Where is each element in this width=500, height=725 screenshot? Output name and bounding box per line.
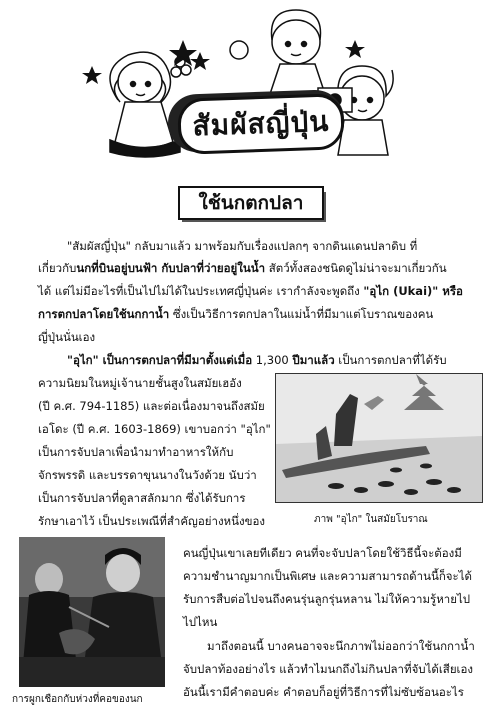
- ukai-painting-image: [275, 373, 483, 503]
- paragraph-line: ไปไหน: [183, 615, 218, 629]
- painting-illustration: [276, 374, 482, 502]
- paragraph-line: ความนิยมในหมู่เจ้านายชั้นสูงในสมัยเฮอัง: [38, 376, 242, 390]
- paragraph-line: คนญี่ปุ่นเขาเลยทีเดียว คนที่จะจับปลาโดยใช้วิธีนี้จะต้องมี: [183, 546, 462, 560]
- paragraph-line: เป็นการจับปลาเพื่อนำมาทำอาหารให้กับ: [38, 445, 234, 459]
- paragraph-line: รับการสืบต่อไปจนถึงคนรุ่นลูกรุ่นหลาน ไม่ให้ความรู้หายไป: [183, 592, 471, 606]
- paragraph-line: เป็นการจับปลาที่ดูลาสลักมาก ซึ่งได้รับการ: [38, 491, 246, 505]
- paragraph-line: มาถึงตอนนี้ บางคนอาจจะนึกภาพไม่ออกว่าใช้นกกาน้ำ: [207, 639, 475, 653]
- section-title: ใช้นกตกปลา: [198, 192, 304, 214]
- page-title: สัมผัสญี่ปุ่น: [192, 104, 330, 143]
- paragraph-line: เกี่ยวกับนกที่บินอยู่บนฟ้า กับปลาที่ว่ายอยู่ในน้ำ สัตว์ทั้งสองชนิดดูไม่น่าจะมาเกี่ยวกัน: [38, 261, 447, 275]
- paragraph-line: ความชำนาญมากเป็นพิเศษ และความสามารถด้านนี้ก็จะได้: [183, 569, 472, 583]
- paragraph-line: รักษาเอาไว้ เป็นประเพณีที่สำคัญอย่างหนึ่งของ: [38, 514, 266, 528]
- paragraph-line: การตกปลาโดยใช้นกกาน้ำ ซึ่งเป็นวิธีการตกปลาในแม่น้ำที่มีมาแต่โบราณของคน: [38, 307, 434, 321]
- photo-illustration: [19, 537, 165, 687]
- photo-caption: การผูกเชือกกับห่วงที่คอของนก: [12, 694, 143, 705]
- paragraph-line: อันนี้เรามีคำตอบค่ะ คำตอบก็อยู่ที่วิธีการที่ไม่ซับซ้อนอะไร: [183, 685, 464, 699]
- title-banner: [177, 93, 345, 155]
- fisherman-photo: [19, 537, 165, 687]
- painting-caption: ภาพ "อุไก" ในสมัยโบราณ: [314, 514, 428, 525]
- paragraph-line: "อุไก" เป็นการตกปลาที่มีมาตั้งแต่เมื่อ 1,300 ปีมาแล้ว เป็นการตกปลาที่ได้รับ: [67, 353, 447, 367]
- paragraph-line: จักรพรรดิ และบรรดาขุนนางในวังด้วย นับว่า: [38, 468, 257, 482]
- paragraph-line: "สัมผัสญี่ปุ่น" กลับมาแล้ว มาพร้อมกับเรื่องแปลกๆ จากดินแดนปลาดิบ ที่: [67, 239, 418, 253]
- header-illustration: [0, 0, 500, 175]
- paragraph-line: เอโดะ (ปี ค.ศ. 1603-1869) เขาบอกว่า "อุไก": [38, 422, 271, 436]
- paragraph-line: ญี่ปุ่นนั่นเอง: [38, 330, 96, 344]
- paragraph-line: ได้ แต่ไม่มีอะไรที่เป็นไปไม่ได้ในประเทศญี่ปุ่นค่ะ เรากำลังจะพูดถึง "อุไก (Ukai)" หรือ: [38, 284, 463, 298]
- section-title-tab: [178, 186, 326, 222]
- paragraph-line: (ปี ค.ศ. 794-1185) และต่อเนื่องมาจนถึงสมัย: [38, 399, 265, 413]
- paragraph-line: จับปลาท้องอย่างไร แล้วทำไมนกถึงไม่กินปลาที่จับได้เสียเอง: [183, 662, 474, 676]
